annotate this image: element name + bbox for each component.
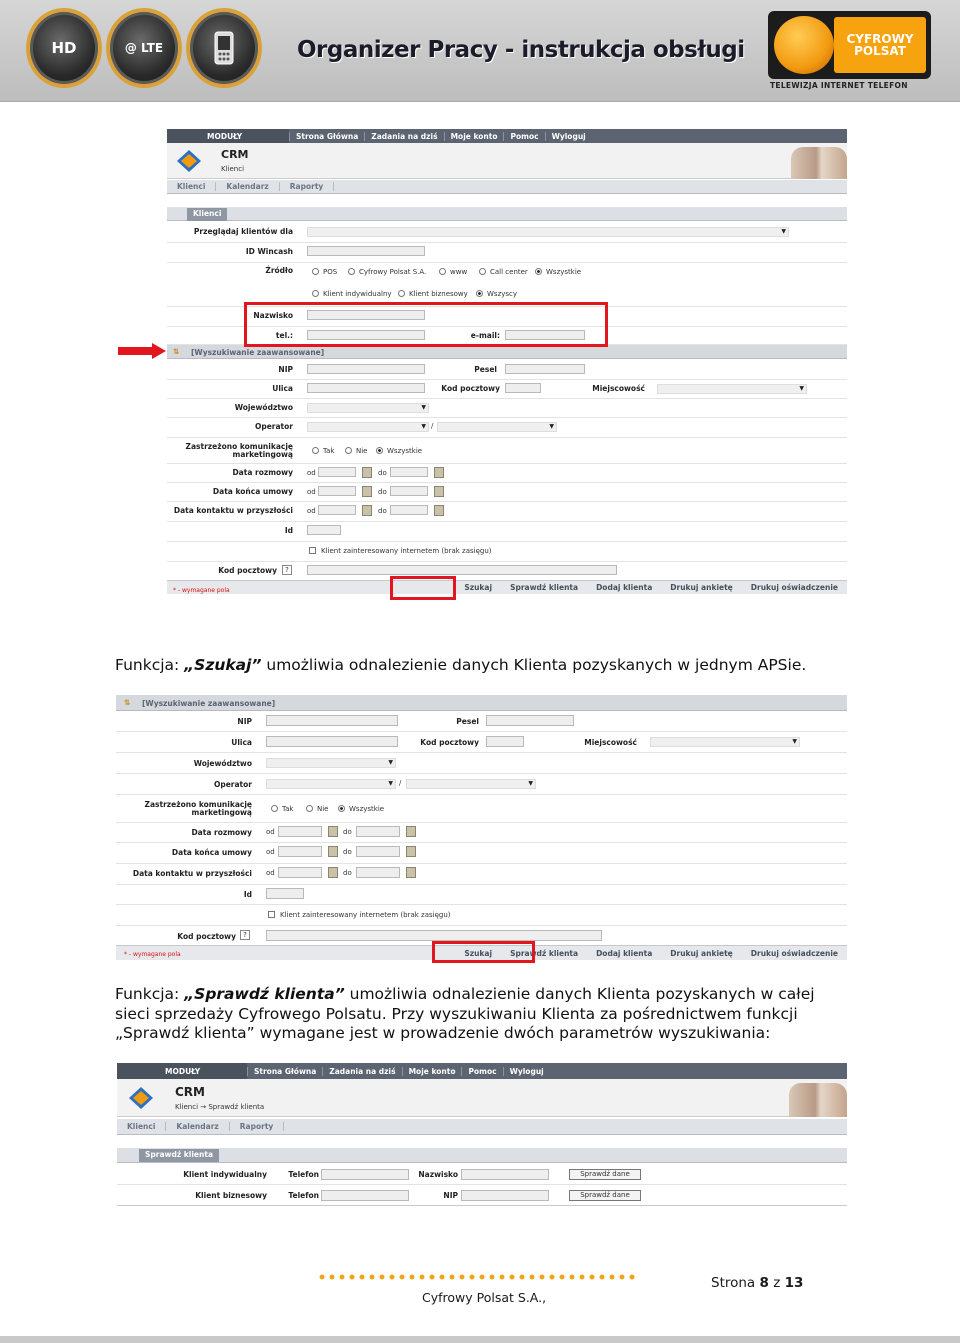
input-kod-pocztowy[interactable]: [266, 930, 602, 941]
label-data-rozmowy: Data rozmowy: [232, 468, 293, 477]
row-nip-pesel: [116, 711, 847, 732]
label-wojewodztwo: Województwo: [234, 403, 293, 412]
select-operator-2[interactable]: [406, 779, 536, 789]
row-internet: [167, 542, 847, 562]
row-indywidualny: [117, 1164, 847, 1185]
calendar-icon[interactable]: [362, 467, 372, 478]
label-do: do: [378, 469, 387, 477]
section-sprawdz: [117, 1148, 847, 1163]
input-data-rozmowy-do[interactable]: [356, 826, 400, 837]
dotted-divider: [317, 1273, 635, 1281]
row-id: [116, 885, 847, 905]
label-do: do: [343, 848, 352, 856]
top-menu: [117, 1063, 847, 1079]
required-note: * - wymagane pola: [173, 587, 230, 594]
input-data-kontaktu-do[interactable]: [390, 505, 428, 515]
select-przegladaj[interactable]: [307, 227, 789, 237]
label-id-wincash: ID Wincash: [245, 247, 293, 256]
label-miejscowosc: Miejscowość: [592, 384, 645, 393]
menu-home[interactable]: Strona Główna: [289, 132, 364, 141]
label-indywidualny: Klient indywidualny: [183, 1170, 267, 1179]
label-od: od: [266, 848, 275, 856]
calendar-icon[interactable]: [406, 826, 416, 837]
highlight-sprawdz-klienta: [432, 941, 535, 963]
row-przegladaj: [167, 223, 847, 243]
label-do: do: [343, 869, 352, 877]
menu-help[interactable]: Pomoc: [461, 1067, 502, 1076]
calendar-icon[interactable]: [434, 505, 444, 516]
calendar-icon[interactable]: [328, 867, 338, 878]
tab-klienci[interactable]: Klienci: [167, 182, 216, 191]
crm-tabs: [117, 1119, 847, 1135]
input-nip[interactable]: [307, 364, 425, 374]
input-data-rozmowy-od[interactable]: [278, 826, 322, 837]
logo-text: CYFROWY POLSAT: [834, 17, 926, 73]
highlight-nazwisko-tel-email: [244, 302, 608, 347]
input-kod-pocztowy[interactable]: [307, 565, 617, 575]
caption-sprawdz-klienta: [115, 985, 847, 1044]
cyfrowy-polsat-logo: [768, 11, 931, 79]
label-kod-pocztowy: Kod pocztowy: [218, 566, 277, 575]
menu-logout[interactable]: Wyloguj: [545, 132, 592, 141]
crm-tabs: [167, 180, 847, 194]
crm-breadcrumb: Klienci: [221, 165, 245, 173]
label-ulica: Ulica: [272, 384, 293, 393]
row-wojewodztwo: [167, 399, 847, 418]
radio-call-center[interactable]: Call center: [479, 268, 528, 276]
row-internet: [116, 905, 847, 926]
input-data-kontaktu-od[interactable]: [278, 867, 322, 878]
label-miejscowosc: Miejscowość: [584, 738, 637, 747]
row-biznesowy: [117, 1185, 847, 1206]
radio-indywidualny[interactable]: Klient indywidualny: [312, 290, 392, 298]
help-icon[interactable]: ?: [240, 930, 250, 940]
menu-tasks[interactable]: Zadania na dziś: [322, 1067, 401, 1076]
print-statement-button[interactable]: Drukuj oświadczenie: [750, 583, 838, 592]
tab-raporty[interactable]: Raporty: [230, 1122, 285, 1131]
label-zrodlo: Źródło: [265, 266, 293, 275]
radio-wszystkie[interactable]: Wszystkie: [535, 268, 581, 276]
row-ulica: [116, 732, 847, 753]
select-wojewodztwo[interactable]: [307, 403, 429, 413]
print-survey-button[interactable]: Drukuj ankietę: [670, 583, 733, 592]
label-kod-pocztowy: Kod pocztowy: [177, 932, 236, 941]
crm-breadcrumb: Klienci → Sprawdź klienta: [175, 1103, 265, 1111]
label-zastrzezono: Zastrzeżono komunikację marketingową: [185, 442, 293, 459]
label-przegladaj: Przeglądaj klientów dla: [193, 227, 293, 236]
row-id: [167, 522, 847, 542]
menu-modules[interactable]: MODUŁY: [167, 129, 289, 143]
label-zastrzezono: Zastrzeżono komunikację marketingową: [144, 800, 252, 817]
checkbox-internet[interactable]: Klient zainteresowany internetem (brak zasięgu): [309, 547, 492, 555]
section-advanced[interactable]: [167, 345, 847, 359]
input-data-kontaktu-od[interactable]: [318, 505, 356, 515]
row-data-rozmowy: [116, 823, 847, 843]
crm-logo-icon: [129, 1087, 153, 1109]
label-operator: Operator: [254, 422, 293, 431]
label-od: od: [266, 828, 275, 836]
input-telefon-biz[interactable]: [321, 1190, 409, 1201]
input-kod[interactable]: [486, 736, 524, 747]
label-nazwisko: Nazwisko: [253, 311, 293, 320]
tab-kalendarz[interactable]: Kalendarz: [166, 1122, 229, 1131]
input-data-kontaktu-do[interactable]: [356, 867, 400, 878]
calendar-icon[interactable]: [328, 826, 338, 837]
row-data-kontaktu: [116, 864, 847, 885]
label-ulica: Ulica: [231, 738, 252, 747]
label-telefon: Telefon: [288, 1170, 319, 1179]
input-id[interactable]: [266, 888, 304, 899]
calendar-icon[interactable]: [362, 505, 372, 516]
crm-title: CRM: [221, 148, 249, 161]
input-ulica[interactable]: [307, 383, 425, 393]
input-nip[interactable]: [266, 715, 398, 726]
row-wojewodztwo: [116, 753, 847, 774]
input-ulica[interactable]: [266, 736, 398, 747]
input-nip[interactable]: [461, 1190, 549, 1201]
label-od: od: [307, 469, 316, 477]
radio-www[interactable]: www: [439, 268, 467, 276]
radio-pos[interactable]: POS: [312, 268, 337, 276]
caption-szukaj: Funkcja: „Szukaj” umożliwia odnalezienie danych Klienta pozyskanych w jednym APSie.: [115, 656, 807, 674]
tab-kalendarz[interactable]: Kalendarz: [216, 182, 279, 191]
arrow-right-icon: [118, 343, 166, 359]
page-number: Strona 8 z 13: [711, 1275, 804, 1291]
check-data-button-biz[interactable]: Sprawdź dane: [569, 1190, 641, 1201]
menu-help[interactable]: Pomoc: [503, 132, 544, 141]
footer-company: Cyfrowy Polsat S.A.,: [422, 1290, 547, 1305]
input-kod[interactable]: [505, 383, 541, 393]
phone-badge-icon: [186, 8, 262, 88]
advanced-title[interactable]: [Wyszukiwanie zaawansowane]: [142, 699, 276, 708]
radio-zastrz-wszystkie[interactable]: Wszystkie: [376, 447, 422, 455]
input-pesel[interactable]: [486, 715, 574, 726]
menu-home[interactable]: Strona Główna: [247, 1067, 322, 1076]
label-nip: NIP: [443, 1191, 458, 1200]
label-nip: NIP: [278, 365, 293, 374]
input-data-konca-od[interactable]: [318, 486, 356, 496]
label-email: e-mail:: [470, 331, 500, 340]
required-note: * - wymagane pola: [124, 951, 181, 958]
radio-nie[interactable]: Nie: [306, 805, 329, 813]
document-title: Organizer Pracy - instrukcja obsługi: [297, 37, 745, 63]
input-data-konca-do[interactable]: [390, 486, 428, 496]
label-do: do: [378, 488, 387, 496]
row-operator: [116, 774, 847, 795]
label-biznesowy: Klient biznesowy: [195, 1191, 267, 1200]
toggle-icon: ⇅: [173, 347, 180, 356]
label-nazwisko: Nazwisko: [418, 1170, 458, 1179]
radio-nie[interactable]: Nie: [345, 447, 368, 455]
label-kod: Kod pocztowy: [441, 384, 500, 393]
label-od: od: [266, 869, 275, 877]
radio-cyfrowy[interactable]: Cyfrowy Polsat S.A.: [348, 268, 426, 276]
calendar-icon[interactable]: [328, 846, 338, 857]
row-nip-pesel: [167, 361, 847, 380]
checkbox-internet[interactable]: Klient zainteresowany internetem (brak zasięgu): [268, 911, 451, 919]
crm-check-client-screenshot: [117, 1063, 847, 1206]
menu-modules[interactable]: MODUŁY: [117, 1063, 247, 1079]
label-tel: tel.:: [275, 331, 293, 340]
bottom-bar: [0, 1336, 960, 1343]
select-operator-2[interactable]: [437, 422, 557, 432]
radio-zastrz-wszystkie[interactable]: Wszystkie: [338, 805, 384, 813]
crm-search-screenshot: [167, 129, 847, 597]
top-menu: [167, 129, 847, 143]
menu-account[interactable]: Moje konto: [444, 132, 504, 141]
toggle-icon: ⇅: [124, 698, 131, 707]
row-zastrzezono: [116, 795, 847, 823]
calendar-icon[interactable]: [434, 467, 444, 478]
print-statement-button[interactable]: Drukuj oświadczenie: [750, 948, 838, 958]
operator-slash: /: [399, 779, 402, 787]
input-data-rozmowy-od[interactable]: [318, 467, 356, 477]
label-do: do: [343, 828, 352, 836]
label-data-kontaktu: Data kontaktu w przyszłości: [173, 506, 293, 515]
section-klienci: [167, 207, 847, 221]
input-nazwisko[interactable]: [461, 1169, 549, 1180]
crm-advanced-screenshot: [116, 695, 847, 961]
menu-logout[interactable]: Wyloguj: [503, 1067, 550, 1076]
add-client-button[interactable]: Dodaj klienta: [596, 948, 653, 958]
calendar-icon[interactable]: [406, 846, 416, 857]
radio-tak[interactable]: Tak: [312, 447, 334, 455]
calendar-icon[interactable]: [362, 486, 372, 497]
highlight-szukaj: [390, 576, 456, 600]
search-button[interactable]: Szukaj: [464, 583, 493, 592]
row-id-wincash: [167, 243, 847, 263]
label-kod: Kod pocztowy: [420, 738, 479, 747]
input-pesel[interactable]: [505, 364, 585, 374]
globe-icon: [774, 16, 834, 74]
label-telefon: Telefon: [288, 1191, 319, 1200]
menu-account[interactable]: Moje konto: [402, 1067, 462, 1076]
tab-raporty[interactable]: Raporty: [280, 182, 335, 191]
row-data-rozmowy: [167, 464, 847, 483]
operator-slash: /: [431, 422, 434, 430]
label-do: do: [378, 507, 387, 515]
help-icon[interactable]: ?: [282, 565, 292, 575]
radio-biznesowy[interactable]: Klient biznesowy: [398, 290, 468, 298]
label-data-kontaktu: Data kontaktu w przyszłości: [132, 869, 252, 878]
check-client-button[interactable]: Sprawdź klienta: [510, 583, 579, 592]
add-client-button[interactable]: Dodaj klienta: [596, 583, 653, 592]
row-zrodlo: [167, 263, 847, 307]
caption-line-2: sieci sprzedaży Cyfrowego Polsatu. Przy wyszukiwaniu Klienta za pośrednictwem funkcji: [115, 1004, 798, 1023]
radio-tak[interactable]: Tak: [271, 805, 293, 813]
section-tab[interactable]: Sprawdź klienta: [139, 1149, 219, 1162]
calendar-icon[interactable]: [406, 867, 416, 878]
input-telefon-ind[interactable]: [321, 1169, 409, 1180]
menu-tasks[interactable]: Zadania na dziś: [364, 132, 443, 141]
label-data-rozmowy: Data rozmowy: [191, 828, 252, 837]
label-wojewodztwo: Województwo: [193, 759, 252, 768]
label-od: od: [307, 488, 316, 496]
advanced-toggle-label[interactable]: [Wyszukiwanie zaawansowane]: [191, 348, 325, 357]
row-zastrzezono: [167, 438, 847, 464]
row-data-kontaktu: [167, 502, 847, 522]
search-button[interactable]: Szukaj: [464, 948, 493, 958]
calendar-icon[interactable]: [434, 486, 444, 497]
crm-header: [167, 143, 847, 179]
lte-badge-icon: @ LTE: [106, 8, 182, 88]
row-kod-pocztowy: [167, 562, 847, 580]
select-operator[interactable]: [266, 779, 396, 789]
page-header: [0, 0, 960, 102]
row-data-konca: [167, 483, 847, 502]
radio-wszyscy[interactable]: Wszyscy: [476, 290, 517, 298]
section-tab[interactable]: Klienci: [187, 208, 227, 221]
action-bar: [167, 580, 847, 594]
row-ulica: [167, 380, 847, 399]
label-data-konca: Data końca umowy: [212, 487, 293, 496]
print-survey-button[interactable]: Drukuj ankietę: [670, 948, 733, 958]
tab-klienci[interactable]: Klienci: [117, 1122, 166, 1131]
label-pesel: Pesel: [474, 365, 497, 374]
select-wojewodztwo[interactable]: [266, 758, 396, 768]
select-operator[interactable]: [307, 422, 429, 432]
crm-logo-icon: [177, 150, 201, 172]
label-nip: NIP: [237, 717, 252, 726]
people-photo: [791, 147, 847, 179]
label-operator: Operator: [213, 780, 252, 789]
crm-title: CRM: [175, 1085, 205, 1099]
section-advanced-2[interactable]: [116, 695, 847, 711]
check-data-button-ind[interactable]: Sprawdź dane: [569, 1169, 641, 1180]
input-data-rozmowy-do[interactable]: [390, 467, 428, 477]
people-photo: [789, 1083, 847, 1117]
input-id[interactable]: [307, 525, 341, 535]
label-id: Id: [284, 526, 293, 535]
logo-slogan: TELEWIZJA INTERNET TELEFON: [770, 81, 908, 90]
crm-header: [117, 1079, 847, 1117]
select-miejscowosc[interactable]: [657, 384, 807, 394]
label-od: od: [307, 507, 316, 515]
row-data-konca: [116, 843, 847, 864]
input-data-konca-do[interactable]: [356, 846, 400, 857]
input-data-konca-od[interactable]: [278, 846, 322, 857]
check-client-button[interactable]: Sprawdź klienta: [510, 948, 579, 958]
label-data-konca: Data końca umowy: [171, 848, 252, 857]
row-operator: [167, 418, 847, 438]
label-id: Id: [243, 890, 252, 899]
caption-line-3: „Sprawdź klienta” wymagane jest w prowadzenie dwóch parametrów wyszukiwania:: [115, 1024, 771, 1042]
hd-badge-icon: HD: [26, 8, 102, 88]
select-miejscowosc[interactable]: [650, 737, 800, 747]
input-id-wincash[interactable]: [307, 246, 425, 256]
caption-line-1: Funkcja: „Sprawdź klienta” umożliwia odnalezienie danych Klienta pozyskanych w całej: [115, 985, 815, 1003]
label-pesel: Pesel: [456, 717, 479, 726]
